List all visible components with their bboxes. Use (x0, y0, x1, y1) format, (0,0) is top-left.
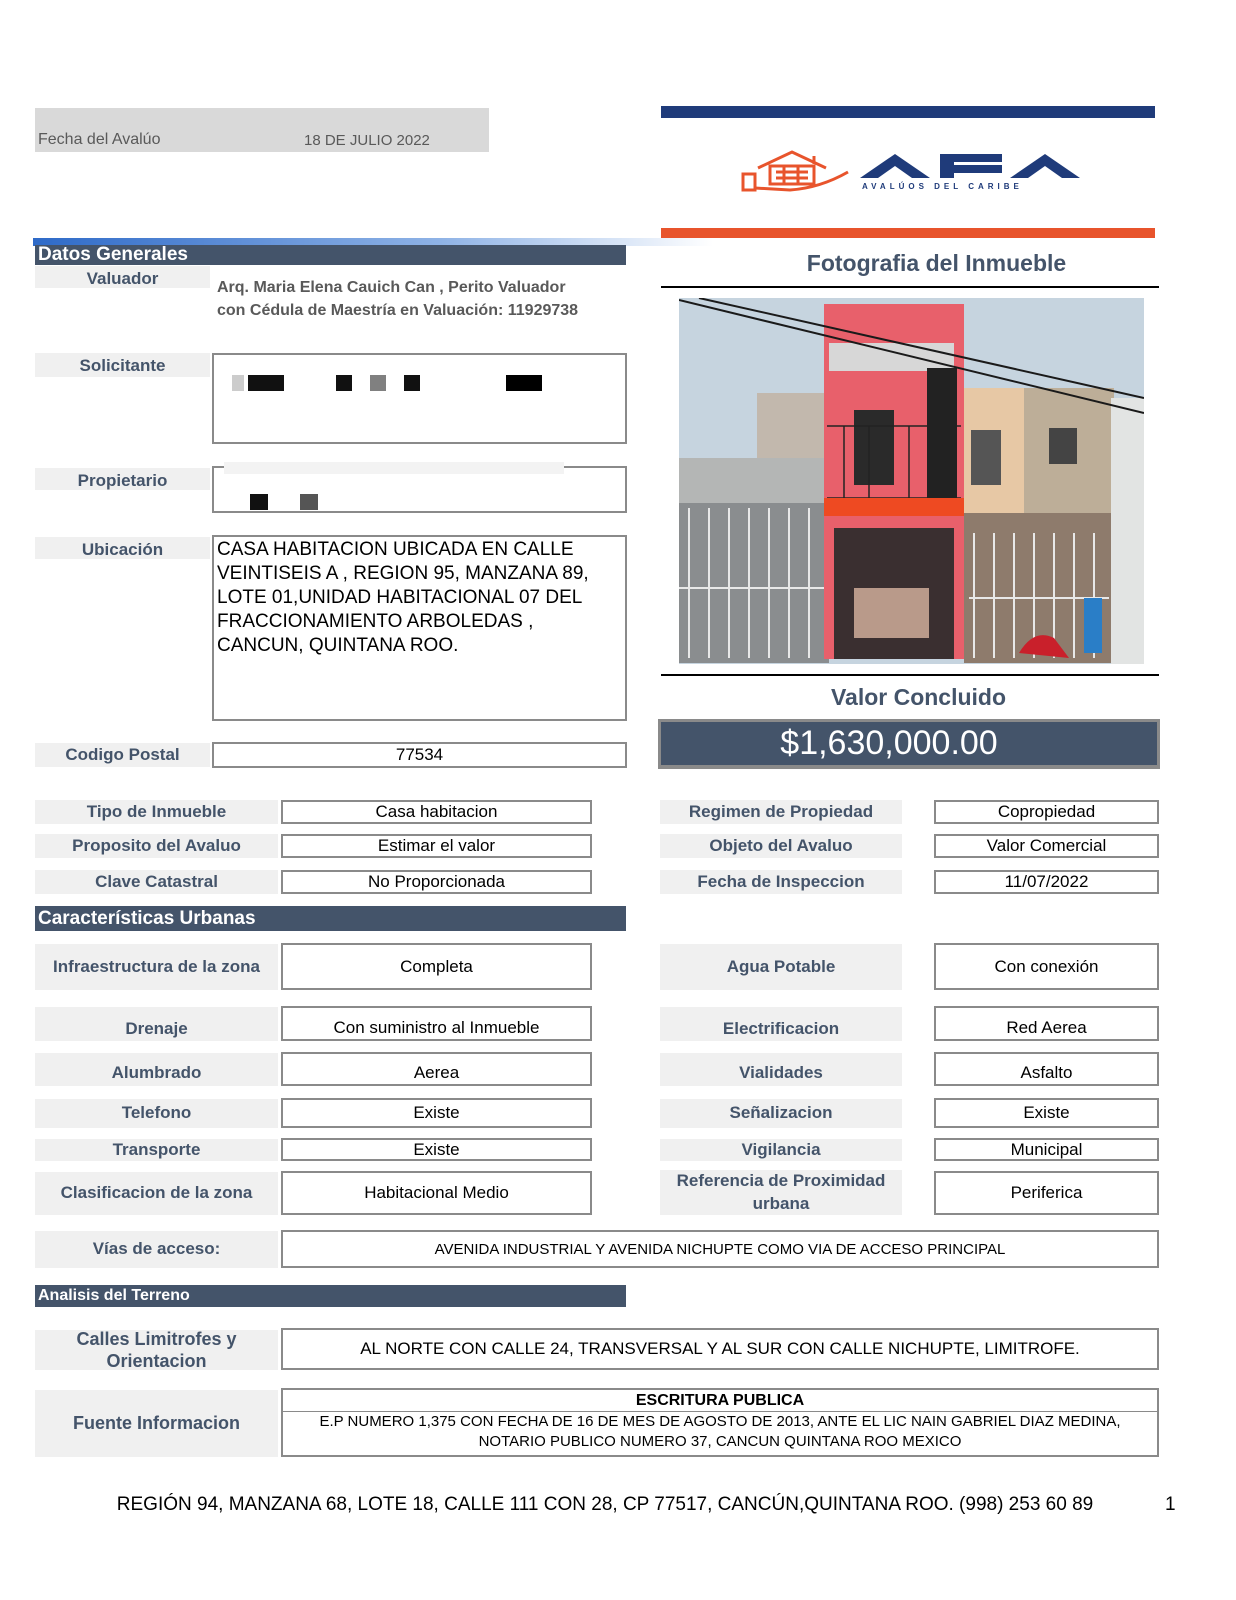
clave-catastral-value: No Proporcionada (281, 870, 592, 894)
ubicacion-value: CASA HABITACION UBICADA EN CALLE VEINTISEIS A , REGION 95, MANZANA 89, LOTE 01,UNIDAD HABITACIONAL 07 DEL FRACCIONAMIENTO ARBOLEDAS , CANCUN, QUINTANA ROO. (212, 535, 627, 721)
footer-address: REGIÓN 94, MANZANA 68, LOTE 18, CALLE 111 CON 28, CP 77517, CANCÚN,QUINTANA ROO. (998) 253 60 89 (116, 1494, 1094, 1515)
proposito-label: Proposito del Avaluo (35, 834, 278, 858)
senalizacion-value: Existe (934, 1098, 1159, 1128)
alumbrado-value: Aerea (281, 1052, 592, 1086)
infraestructura-label: Infraestructura de la zona (35, 944, 278, 990)
vialidades-label: Vialidades (660, 1053, 902, 1086)
drenaje-label: Drenaje (35, 1007, 278, 1041)
regimen-label: Regimen de Propiedad (660, 800, 902, 824)
redaction-block (250, 494, 268, 510)
regimen-value: Copropiedad (934, 800, 1159, 824)
transporte-value: Existe (281, 1138, 592, 1161)
house-in-hand-icon (740, 148, 850, 194)
proposito-value: Estimar el valor (281, 834, 592, 858)
page-number: 1 (1165, 1494, 1176, 1515)
calles-limitrofes-label: Calles Limitrofes y Orientacion (35, 1330, 278, 1370)
fecha-avaluo-label: Fecha del Avalúo (38, 131, 161, 148)
fuente-line1: E.P NUMERO 1,375 CON FECHA DE 16 DE MES DE AGOSTO DE 2013, ANTE EL LIC NAIN GABRIEL DIAZ MEDINA, (319, 1413, 1121, 1430)
valuador-label: Valuador (35, 266, 210, 288)
clave-catastral-label: Clave Catastral (35, 870, 278, 894)
fuente-title: ESCRITURA PUBLICA (283, 1390, 1157, 1412)
vias-acceso-value: AVENIDA INDUSTRIAL Y AVENIDA NICHUPTE COMO VIA DE ACCESO PRINCIPAL (281, 1230, 1159, 1268)
foto-bottom-rule (661, 674, 1159, 676)
drenaje-value: Con suministro al Inmueble (281, 1006, 592, 1041)
logo (740, 148, 1090, 198)
redaction-block (404, 375, 420, 391)
section-caracteristicas-urbanas: Características Urbanas (35, 906, 626, 931)
solicitante-value (212, 353, 627, 444)
clasificacion-value: Habitacional Medio (281, 1171, 592, 1215)
foto-top-rule (661, 286, 1159, 288)
agua-potable-value: Con conexión (934, 943, 1159, 990)
fecha-inspeccion-value: 11/07/2022 (934, 870, 1159, 894)
fecha-avaluo-bar (35, 108, 489, 152)
electrificacion-value: Red Aerea (934, 1006, 1159, 1041)
tipo-inmueble-label: Tipo de Inmueble (35, 800, 278, 824)
fuente-line2: NOTARIO PUBLICO NUMERO 37, CANCUN QUINTANA ROO MEXICO (478, 1433, 962, 1450)
codigo-postal-value: 77534 (212, 742, 627, 768)
valuador-line2: con Cédula de Maestría en Valuación: 11929738 (217, 302, 579, 319)
redaction-block (506, 375, 542, 391)
objeto-value: Valor Comercial (934, 834, 1159, 858)
fecha-inspeccion-label: Fecha de Inspeccion (660, 870, 902, 894)
clasificacion-label: Clasificacion de la zona (35, 1172, 278, 1215)
telefono-label: Telefono (35, 1099, 278, 1128)
fecha-avaluo-value: 18 DE JULIO 2022 (304, 132, 430, 149)
valor-amount-box (658, 719, 1160, 769)
foto-title: Fotografia del Inmueble (806, 250, 1067, 276)
alumbrado-label: Alumbrado (35, 1053, 278, 1086)
valor-title: Valor Concluido (830, 684, 1007, 710)
propietario-value (212, 466, 627, 513)
logo-tagline: AVALÚOS DEL CARIBE (862, 182, 1023, 191)
agua-potable-label: Agua Potable (660, 944, 902, 990)
redaction-block (370, 375, 386, 391)
senalizacion-label: Señalizacion (660, 1099, 902, 1128)
codigo-postal-label: Codigo Postal (35, 743, 210, 767)
propietario-label: Propietario (35, 468, 210, 490)
vigilancia-label: Vigilancia (660, 1139, 902, 1161)
valor-amount: $1,630,000.00 (780, 724, 998, 762)
fuente-informacion-value (281, 1388, 1159, 1457)
tipo-inmueble-value: Casa habitacion (281, 800, 592, 824)
referencia-proximidad-value: Periferica (934, 1171, 1159, 1215)
redaction-block (300, 494, 318, 510)
valuador-line1: Arq. Maria Elena Cauich Can , Perito Valuador (217, 279, 566, 296)
fuente-informacion-label: Fuente Informacion (35, 1390, 278, 1457)
vialidades-value: Asfalto (934, 1052, 1159, 1086)
calles-limitrofes-value: AL NORTE CON CALLE 24, TRANSVERSAL Y AL SUR CON CALLE NICHUPTE, LIMITROFE. (281, 1328, 1159, 1370)
electrificacion-label: Electrificacion (660, 1007, 902, 1041)
vias-acceso-label: Vías de acceso: (35, 1231, 278, 1268)
valuador-value (217, 276, 578, 322)
redaction-block (224, 462, 564, 474)
transporte-label: Transporte (35, 1139, 278, 1161)
redaction-block (336, 375, 352, 391)
solicitante-label: Solicitante (35, 353, 210, 377)
property-photo (679, 298, 1144, 664)
objeto-label: Objeto del Avaluo (660, 834, 902, 858)
referencia-proximidad-label: Referencia de Proximidad urbana (660, 1170, 902, 1215)
redaction-block (248, 375, 284, 391)
vigilancia-value: Municipal (934, 1138, 1159, 1161)
telefono-value: Existe (281, 1098, 592, 1128)
ubicacion-label: Ubicación (35, 537, 210, 559)
redaction-block (232, 375, 244, 391)
logo-top-bar (661, 106, 1155, 118)
section-datos-generales: Datos Generales (35, 245, 626, 265)
section-analisis-terreno: Analisis del Terreno (35, 1285, 626, 1307)
logo-bottom-bar (661, 228, 1155, 238)
infraestructura-value: Completa (281, 943, 592, 990)
